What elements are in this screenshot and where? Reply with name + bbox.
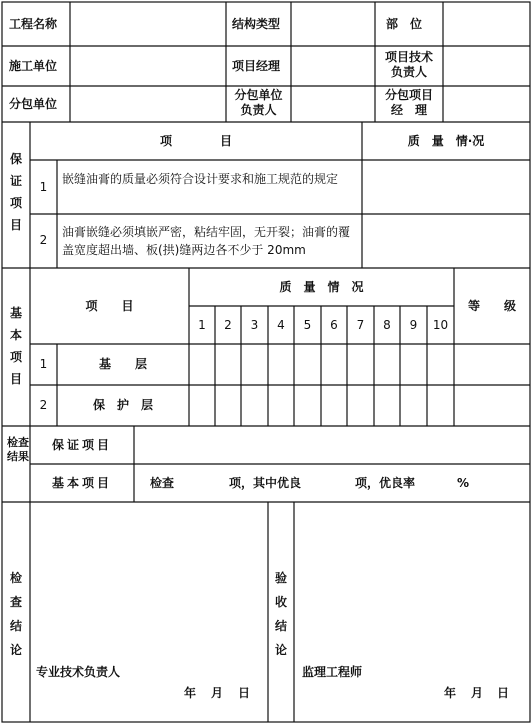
guarantee-item-header: 项 目 <box>159 134 232 148</box>
items-excellent-text: 项，其中优良 <box>229 476 302 490</box>
quality-col-5: 5 <box>303 318 312 332</box>
inspection-conclusion-label: 检 查 结 论 <box>9 571 22 657</box>
guarantee-item-1-text: 嵌缝油膏的质量必须符合设计要求和施工规范的规定 <box>62 172 339 186</box>
quality-col-10: 10 <box>432 318 449 332</box>
construction-unit-label: 施工单位 <box>9 59 58 73</box>
guarantee-item-2-text: 油膏嵌缝必须填嵌严密，粘结牢固，无开裂；油膏的覆盖宽度超出墙、板(拱)缝两边各不少于 20mm <box>62 225 351 257</box>
acceptance-conclusion-label: 验 收 结 论 <box>274 571 287 657</box>
basic-item-header: 项 目 <box>85 299 134 313</box>
quality-col-2: 2 <box>224 318 232 332</box>
basic-grade-header: 等 级 <box>467 299 516 313</box>
percent-sign: % <box>457 476 470 490</box>
subcontract-lead-label: 分包单位 负责人 <box>234 88 283 117</box>
guarantee-section-label: 保 证 项 目 <box>9 152 22 232</box>
acceptance-signer-label: 监理工程师 <box>302 665 363 679</box>
basic-section-label: 基 本 项 目 <box>9 306 22 386</box>
inspection-date-day: 日 <box>238 686 251 700</box>
basic-item-1-name: 基 层 <box>98 357 147 371</box>
inspection-result-label: 检查 结果 <box>7 436 29 463</box>
guarantee-result-label: 保证项目 <box>51 438 112 452</box>
quality-col-1: 1 <box>198 318 206 332</box>
inspection-date-year: 年 <box>184 686 197 700</box>
subcontract-unit-label: 分包单位 <box>9 97 58 111</box>
quality-col-7: 7 <box>356 318 365 332</box>
basic-result-label: 基本项目 <box>51 476 112 490</box>
quality-col-8: 8 <box>383 318 391 332</box>
basic-quality-header: 质 量 情 况 <box>279 280 364 294</box>
inspection-signer-label: 专业技术负责人 <box>36 665 121 679</box>
project-manager-label: 项目经理 <box>232 59 281 73</box>
acceptance-date-day: 日 <box>497 686 510 700</box>
basic-item-2-name: 保 护 层 <box>92 398 153 412</box>
acceptance-date-month: 月 <box>471 686 484 700</box>
acceptance-date-year: 年 <box>444 686 457 700</box>
items-rate-text: 项，优良率 <box>355 476 416 490</box>
quality-col-6: 6 <box>330 318 338 332</box>
basic-item-2-no: 2 <box>39 398 48 412</box>
subcontract-pm-label: 分包项目 经 理 <box>384 88 433 117</box>
project-tech-lead-label: 项目技术 负责人 <box>384 50 433 79</box>
guarantee-item-1-no: 1 <box>39 180 48 194</box>
structure-type-label: 结构类型 <box>232 17 281 31</box>
quality-col-4: 4 <box>277 318 285 332</box>
project-name-label: 工程名称 <box>9 17 58 31</box>
part-label: 部 位 <box>386 17 423 31</box>
guarantee-item-2-no: 2 <box>39 233 48 247</box>
quality-col-9: 9 <box>409 318 418 332</box>
quality-col-3: 3 <box>250 318 259 332</box>
check-text: 检查 <box>150 476 175 490</box>
guarantee-quality-header: 质 量 情·况 <box>407 134 485 148</box>
basic-item-1-no: 1 <box>39 357 48 371</box>
inspection-date-month: 月 <box>211 686 224 700</box>
